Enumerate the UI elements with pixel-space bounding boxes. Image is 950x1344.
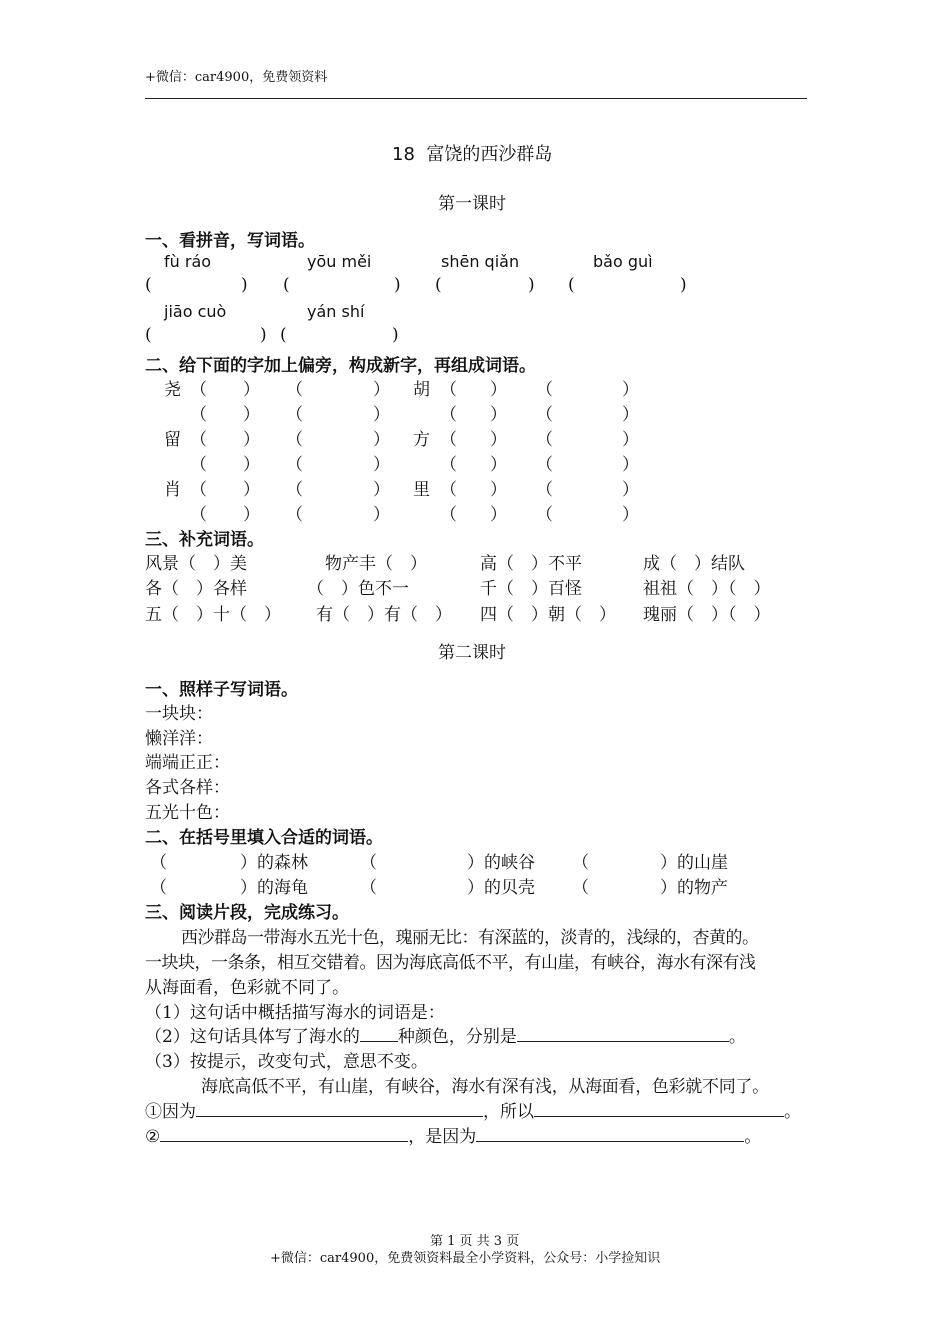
new-char-close: ） (490, 430, 507, 450)
radical-char: 留 (164, 430, 181, 450)
new-char-open[interactable]: （ (440, 405, 457, 425)
page-title: 18 富饶的西沙群岛 (392, 144, 553, 165)
word-open[interactable]: （ (536, 480, 553, 500)
word-close: ） (622, 380, 639, 400)
l2-q1-heading: 一、照样子写词语。 (145, 680, 298, 700)
new-char-open[interactable]: （ (440, 505, 457, 525)
paren-open[interactable]: （ (360, 853, 377, 873)
new-char-close: ） (490, 380, 507, 400)
new-char-open[interactable]: （ (190, 430, 207, 450)
idiom-item[interactable]: 风景（ ）美 (145, 554, 247, 574)
phrase-label: ）的海龟 (240, 878, 308, 898)
sub-question-2 (145, 1022, 746, 1047)
pinyin-6: yán shí (307, 302, 365, 321)
answer-paren-open[interactable]: ( (568, 275, 575, 295)
idiom-item[interactable]: 千（ ）百怪 (480, 579, 582, 599)
word-close: ） (373, 455, 390, 475)
a1-end: 。 (784, 1102, 801, 1122)
paren-open[interactable]: （ (572, 853, 589, 873)
word-close: ） (373, 405, 390, 425)
new-char-close: ） (243, 430, 260, 450)
new-char-close: ） (243, 380, 260, 400)
new-char-close: ） (243, 455, 260, 475)
idiom-item[interactable]: （ ）色不一 (307, 579, 409, 599)
word-close: ） (373, 505, 390, 525)
paren-open[interactable]: （ (572, 878, 589, 898)
paren-open[interactable]: （ (150, 853, 167, 873)
a2-mid: ，是因为 (408, 1127, 477, 1147)
answer-line-2 (145, 1122, 761, 1147)
example-word[interactable]: 端端正正： (145, 753, 230, 773)
idiom-item[interactable]: 五（ ）十（ ） (145, 605, 281, 625)
word-open[interactable]: （ (536, 405, 553, 425)
l1-q1-heading: 一、看拼音，写词语。 (145, 231, 315, 251)
new-char-close: ） (490, 480, 507, 500)
header-divider (145, 98, 807, 99)
word-open[interactable]: （ (286, 380, 303, 400)
pinyin-4: bǎo guì (593, 252, 653, 271)
new-char-close: ） (243, 505, 260, 525)
answer-paren-open[interactable]: ( (435, 275, 442, 295)
therefore-blank[interactable] (534, 1102, 784, 1117)
word-open[interactable]: （ (536, 455, 553, 475)
idiom-item[interactable]: 瑰丽（ ）（ ） (643, 605, 771, 625)
pinyin-5: jiāo cuò (164, 302, 227, 321)
idiom-item[interactable]: 四（ ）朝（ ） (480, 605, 616, 625)
radical-char: 尧 (164, 380, 181, 400)
phrase-label: ）的峡谷 (467, 853, 535, 873)
reason-blank[interactable] (476, 1127, 744, 1142)
colors-blank[interactable] (517, 1027, 729, 1042)
word-close: ） (373, 430, 390, 450)
word-open[interactable]: （ (536, 380, 553, 400)
because-blank[interactable] (196, 1102, 483, 1117)
word-open[interactable]: （ (536, 430, 553, 450)
new-char-open[interactable]: （ (190, 505, 207, 525)
word-close: ） (373, 480, 390, 500)
answer-paren-open[interactable]: ( (280, 325, 287, 345)
answer-paren-open[interactable]: ( (145, 275, 152, 295)
sub-question-1: （1）这句话中概括描写海水的词语是： (145, 1003, 445, 1023)
phrase-label: ）的贝壳 (467, 878, 535, 898)
new-char-open[interactable]: （ (440, 430, 457, 450)
result-blank[interactable] (160, 1127, 408, 1142)
word-open[interactable]: （ (286, 430, 303, 450)
idiom-item[interactable]: 有（ ）有（ ） (316, 605, 452, 625)
count-blank[interactable] (360, 1027, 398, 1042)
a1-prefix: ①因为 (145, 1102, 196, 1122)
new-char-open[interactable]: （ (190, 405, 207, 425)
l2-q2-heading: 二、在括号里填入合适的词语。 (145, 828, 383, 848)
radical-char: 方 (413, 430, 430, 450)
page-number: 第 1 页 共 3 页 (430, 1234, 520, 1249)
passage-line: 从海面看，色彩就不同了。 (145, 978, 349, 998)
new-char-open[interactable]: （ (190, 480, 207, 500)
new-char-open[interactable]: （ (190, 380, 207, 400)
new-char-open[interactable]: （ (440, 480, 457, 500)
word-close: ） (622, 430, 639, 450)
word-close: ） (622, 480, 639, 500)
radical-char: 胡 (413, 380, 430, 400)
radical-char: 里 (413, 480, 430, 500)
new-char-close: ） (243, 480, 260, 500)
example-word[interactable]: 懒洋洋： (145, 729, 213, 749)
answer-paren-close: ) (241, 275, 248, 295)
idiom-item[interactable]: 物产丰（ ） (325, 554, 427, 574)
word-close: ） (622, 505, 639, 525)
sub-question-3: （3）按提示，改变句式，意思不变。 (145, 1052, 428, 1072)
word-close: ） (622, 405, 639, 425)
new-char-open[interactable]: （ (190, 455, 207, 475)
new-char-close: ） (490, 505, 507, 525)
word-open[interactable]: （ (286, 505, 303, 525)
word-close: ） (373, 380, 390, 400)
phrase-label: ）的森林 (240, 853, 308, 873)
radical-char: 肖 (164, 480, 181, 500)
lesson2-heading: 第二课时 (438, 643, 506, 663)
new-char-close: ） (490, 455, 507, 475)
answer-paren-close: ) (260, 325, 267, 345)
answer-paren-close: ) (680, 275, 687, 295)
pinyin-1: fù ráo (164, 252, 212, 271)
model-sentence: 海底高低不平，有山崖，有峡谷，海水有深有浅，从海面看，色彩就不同了。 (201, 1077, 769, 1097)
example-word[interactable]: 五光十色： (145, 803, 230, 823)
new-char-close: ） (490, 405, 507, 425)
new-char-open[interactable]: （ (440, 380, 457, 400)
l2-q3-heading: 三、阅读片段，完成练习。 (145, 903, 349, 923)
example-word[interactable]: 各式各样： (145, 778, 230, 798)
paren-open[interactable]: （ (360, 878, 377, 898)
lesson1-heading: 第一课时 (438, 194, 506, 214)
a1-mid: ，所以 (483, 1102, 534, 1122)
phrase-label: ）的物产 (660, 878, 728, 898)
phrase-label: ）的山崖 (660, 853, 728, 873)
idiom-item[interactable]: 各（ ）各样 (145, 579, 247, 599)
answer-line-1 (145, 1097, 801, 1122)
word-open[interactable]: （ (286, 405, 303, 425)
passage-line: 一块块，一条条，相互交错着。因为海底高低不平，有山崖，有峡谷，海水有深有浅 (145, 953, 756, 973)
new-char-open[interactable]: （ (440, 455, 457, 475)
sub2-text-a: （2）这句话具体写了海水的 (145, 1027, 360, 1047)
pinyin-3: shēn qiǎn (441, 252, 520, 271)
answer-paren-open[interactable]: ( (145, 325, 152, 345)
sub2-text-c: 。 (728, 1027, 746, 1047)
paren-open[interactable]: （ (150, 878, 167, 898)
idiom-item[interactable]: 成（ ）结队 (643, 554, 745, 574)
footer-text: +微信：car4900，免费领资料最全小学资料，公众号：小学捡知识 (270, 1251, 661, 1266)
idiom-item[interactable]: 高（ ）不平 (480, 554, 582, 574)
answer-paren-close: ) (394, 275, 401, 295)
a2-end: 。 (744, 1127, 762, 1147)
pinyin-2: yōu měi (307, 252, 372, 271)
answer-paren-open[interactable]: ( (283, 275, 290, 295)
word-open[interactable]: （ (286, 455, 303, 475)
header-text: +微信：car4900，免费领资料 (145, 70, 328, 85)
answer-paren-close: ) (392, 325, 399, 345)
example-word[interactable]: 一块块： (145, 704, 213, 724)
sub2-text-b: 种颜色，分别是 (397, 1027, 517, 1047)
new-char-close: ） (243, 405, 260, 425)
a2-prefix: ② (145, 1127, 161, 1147)
l1-q2-heading: 二、给下面的字加上偏旁，构成新字，再组成词语。 (145, 356, 536, 376)
word-open[interactable]: （ (286, 480, 303, 500)
word-close: ） (622, 455, 639, 475)
answer-paren-close: ) (528, 275, 535, 295)
passage-line: 西沙群岛一带海水五光十色，瑰丽无比：有深蓝的，淡青的，浅绿的，杏黄的。 (181, 928, 759, 948)
idiom-item[interactable]: 祖祖（ ）（ ） (643, 579, 771, 599)
l1-q3-heading: 三、补充词语。 (145, 530, 264, 550)
word-open[interactable]: （ (536, 505, 553, 525)
